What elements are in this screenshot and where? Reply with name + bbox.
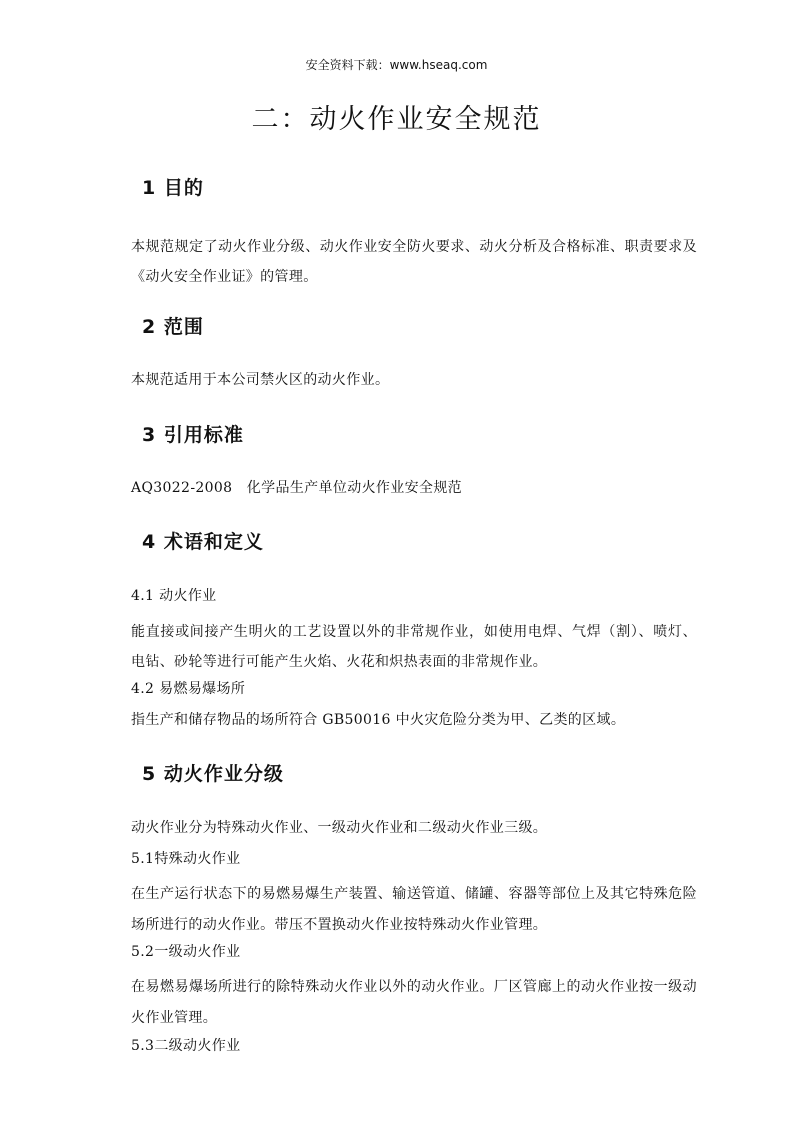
- paragraph-references: AQ3022-2008 化学品生产单位动火作业安全规范: [131, 480, 463, 496]
- section-heading-terms: 4 术语和定义: [142, 531, 264, 553]
- paragraph-purpose: 本规范规定了动火作业分级、动火作业安全防火要求、动火分析及合格标准、职责要求及《动火安全作业证》的管理。: [131, 239, 697, 285]
- subheading-5-1: 5.1特殊动火作业: [131, 851, 241, 867]
- document-title: 二：动火作业安全规范: [251, 104, 542, 135]
- paragraph-scope: 本规范适用于本公司禁火区的动火作业。: [131, 372, 390, 388]
- section-heading-scope: 2 范围: [142, 316, 204, 338]
- section-heading-references: 3 引用标准: [142, 424, 244, 446]
- paragraph-4-1: 能直接或间接产生明火的工艺设置以外的非常规作业，如使用电焊、气焊（割）、喷灯、电钻、砂轮等进行可能产生火焰、火花和炽热表面的非常规作业。: [131, 624, 697, 670]
- section-heading-classification: 5 动火作业分级: [142, 763, 284, 785]
- subheading-4-1: 4.1 动火作业: [131, 588, 217, 604]
- page-header: 安全资料下载：www.hseaq.com: [305, 58, 488, 72]
- paragraph-4-2: 指生产和储存物品的场所符合 GB50016 中火灾危险分类为甲、乙类的区域。: [131, 712, 626, 728]
- section-heading-purpose: 1 目的: [142, 177, 204, 199]
- paragraph-5-2: 在易燃易爆场所进行的除特殊动火作业以外的动火作业。厂区管廊上的动火作业按一级动火作业管理。: [131, 979, 697, 1026]
- subheading-5-2: 5.2一级动火作业: [131, 944, 241, 960]
- subheading-5-3: 5.3二级动火作业: [131, 1038, 241, 1054]
- paragraph-5-1: 在生产运行状态下的易燃易爆生产装置、输送管道、储罐、容器等部位上及其它特殊危险场所进行的动火作业。带压不置换动火作业按特殊动火作业管理。: [131, 886, 697, 933]
- paragraph-5-intro: 动火作业分为特殊动火作业、一级动火作业和二级动火作业三级。: [131, 820, 548, 836]
- subheading-4-2: 4.2 易燃易爆场所: [131, 681, 246, 697]
